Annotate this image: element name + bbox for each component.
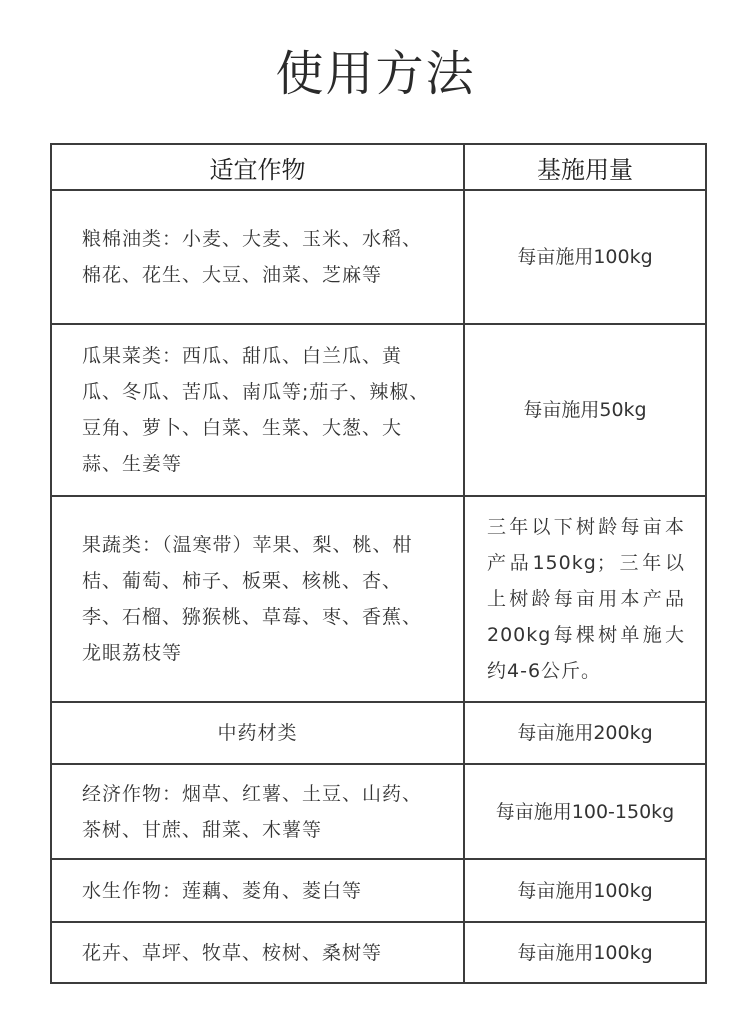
table-header-row xyxy=(51,144,706,190)
table-row xyxy=(51,324,706,496)
dose-cell: 每亩施用200kg xyxy=(464,702,706,764)
dose-cell: 每亩施用100-150kg xyxy=(464,764,706,859)
usage-table xyxy=(50,143,707,984)
crop-cell: 经济作物：烟草、红薯、土豆、山药、茶树、甘蔗、甜菜、木薯等 xyxy=(51,764,464,859)
crop-cell: 粮棉油类：小麦、大麦、玉米、水稻、棉花、花生、大豆、油菜、芝麻等 xyxy=(51,190,464,324)
dose-cell: 三年以下树龄每亩本产品150kg；三年以上树龄每亩用本产品200kg每棵树单施大约4-6公斤。 xyxy=(464,496,706,702)
crop-cell: 花卉、草坪、牧草、桉树、桑树等 xyxy=(51,922,464,983)
table-row xyxy=(51,702,706,764)
crop-cell: 瓜果菜类：西瓜、甜瓜、白兰瓜、黄瓜、冬瓜、苦瓜、南瓜等;茄子、辣椒、豆角、萝卜、白菜、生菜、大葱、大蒜、生姜等 xyxy=(51,324,464,496)
dose-cell: 每亩施用100kg xyxy=(464,859,706,922)
table-row xyxy=(51,859,706,922)
dose-cell: 每亩施用100kg xyxy=(464,922,706,983)
page-title: 使用方法 xyxy=(275,46,476,102)
table-row xyxy=(51,764,706,859)
crop-cell: 水生作物：莲藕、菱角、菱白等 xyxy=(51,859,464,922)
dose-cell: 每亩施用50kg xyxy=(464,324,706,496)
crop-cell: 果蔬类：（温寒带）苹果、梨、桃、柑桔、葡萄、柿子、板栗、核桃、杏、李、石榴、猕猴桃、草莓、枣、香蕉、龙眼荔枝等 xyxy=(51,496,464,702)
table-row xyxy=(51,190,706,324)
table-row xyxy=(51,922,706,983)
dose-cell: 每亩施用100kg xyxy=(464,190,706,324)
header-crop: 适宜作物 xyxy=(51,144,464,190)
crop-cell: 中药材类 xyxy=(51,702,464,764)
header-dose: 基施用量 xyxy=(464,144,706,190)
table-row xyxy=(51,496,706,702)
